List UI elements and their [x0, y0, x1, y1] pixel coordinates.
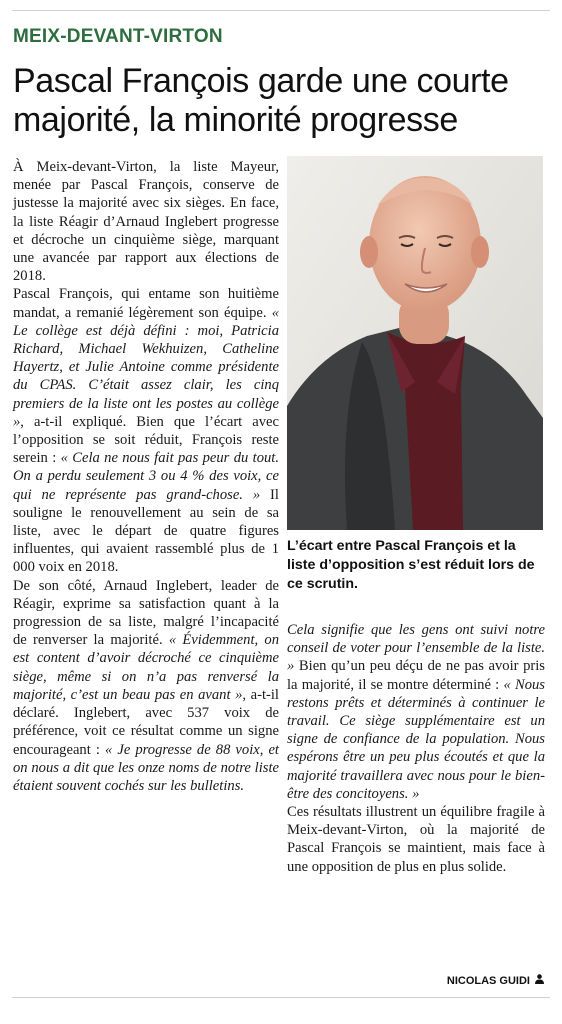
bottom-rule: [12, 997, 550, 998]
headline: Pascal François garde une courte majorité, la minorité progresse: [13, 62, 509, 139]
paragraph: De son côté, Arnaud Inglebert, leader de Réagir, exprime sa satisfaction quant à la progression de sa liste, malgré l’incapacité de renverser la majorité. « Évidemment, on est content d’avoir décroché ce cinquième siège, même si on n’a pas renversé la majorité, c’est un beau pas en avant », a-t-il déclaré. Inglebert, avec 537 voix de préférence, voit ce résultat comme un signe encourageant : « Je progresse de 88 voix, et on nous a dit que les onze noms de notre liste étaient souvent cochés sur les bulletins.: [13, 577, 279, 794]
paragraph: Pascal François, qui entame son huitième mandat, a remanié légèrement son équipe. « Le collège est déjà défini : moi, Patricia Richard, Michael Wekhuizen, Catheline Hayertz, et Julie Antoine comme présidente du CPAS. C’était assez clair, les cinq premiers de la liste ont les postes au collège », a-t-il expliqué. Bien que l’écart avec l’opposition se soit réduit, François reste serein : « Cela ne nous fait pas peur du tout. On a perdu seulement 3 ou 4 % des voix, ce qui ne représente pas grand-chose. » Il souligne le renouvellement au sein de sa liste, avec le départ de quatre figures influentes, qui avaient rassemblé plus de 1 000 voix en 2018.: [13, 286, 279, 576]
top-rule: [12, 10, 550, 11]
portrait-photo: [287, 156, 543, 530]
person-icon: [535, 974, 544, 987]
portrait-illustration: [287, 156, 543, 530]
article-column-left: [13, 158, 279, 795]
paragraph: Cela signifie que les gens ont suivi notre conseil de voter pour l’ensemble de la liste. » Bien qu’un peu déçu de ne pas avoir pris la majorité, il se montre déterminé : « Nous restons prêts et déterminés à continuer le travail. Ce siège supplémentaire est un signe de confiance de la population. Nous espérons être un peu plus écoutés et que la majorité travaillera avec nous pour le bien-être des concitoyens. »: [287, 622, 545, 802]
paragraph: À Meix-devant-Virton, la liste Mayeur, menée par Pascal François, conserve de justesse la majorité avec six sièges. En face, la liste Réagir d’Arnaud Inglebert progresse et décroche un cinquième siège, marquant une avancée par rapport aux élections de 2018.: [13, 159, 279, 285]
byline-author: NICOLAS GUIDI: [446, 974, 530, 987]
article-column-right: [287, 621, 545, 876]
byline: [447, 974, 544, 987]
photo-caption: L’écart entre Pascal François et la liste d’opposition s’est réduit lors de ce scrutin.: [287, 538, 535, 592]
section-label: MEIX-DEVANT-VIRTON: [13, 26, 223, 47]
paragraph: Ces résultats illustrent un équilibre fragile à Meix-devant-Virton, où la majorité de Pascal François se maintient, mais face à une opposition de plus en plus solide.: [287, 804, 545, 875]
